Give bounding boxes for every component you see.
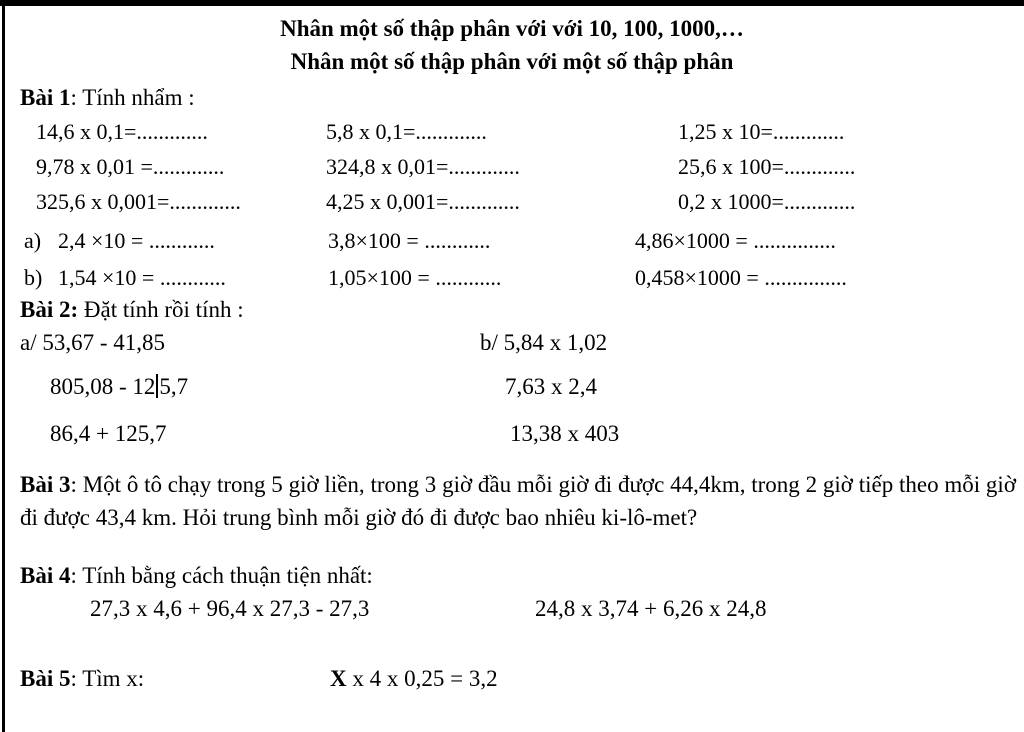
math-problem: 27,3 x 4,6 + 96,4 x 27,3 - 27,3 bbox=[90, 596, 370, 621]
math-problem-pre-cursor: 805,08 - 12 bbox=[50, 374, 156, 399]
exercise-1-instruction: : Tính nhẩm : bbox=[70, 85, 195, 110]
math-problem-post-cursor: 5,7 bbox=[159, 374, 189, 399]
exercise-3-paragraph bbox=[20, 468, 1016, 534]
math-problem: 25,6 x 100=............. bbox=[678, 153, 856, 179]
math-problem: 1,54 ×10 = ............ bbox=[58, 264, 226, 290]
math-problem: 9,78 x 0,01 =............. bbox=[36, 153, 225, 179]
math-problem: b/ 5,84 x 1,02 bbox=[480, 330, 608, 355]
exercise-1-label: Bài 1 bbox=[20, 85, 71, 110]
math-problem: 5,8 x 0,1=............. bbox=[326, 118, 487, 144]
exercise-1-row-a bbox=[20, 222, 1016, 259]
exercise-4-instruction: : Tính bằng cách thuận tiện nhất: bbox=[70, 563, 373, 588]
math-problem: 2,4 ×10 = ............ bbox=[58, 227, 215, 253]
exercise-2-instruction: Đặt tính rồi tính : bbox=[78, 297, 244, 322]
exercise-1-row-1 bbox=[20, 114, 1016, 149]
math-problem: 24,8 x 3,74 + 6,26 x 24,8 bbox=[535, 596, 767, 621]
exercise-4-heading bbox=[20, 562, 1016, 590]
exercise-2-column-a bbox=[20, 330, 480, 447]
math-problem: 4,25 x 0,001=............. bbox=[326, 188, 520, 214]
math-problem: 4,86×1000 = ............... bbox=[635, 227, 836, 253]
math-problem: 7,63 x 2,4 bbox=[505, 374, 597, 399]
title-line-1: Nhân một số thập phân với với 10, 100, 1000,… bbox=[280, 16, 744, 41]
math-problem: 1,25 x 10=............. bbox=[678, 118, 845, 144]
math-problem: 0,2 x 1000=............. bbox=[678, 188, 856, 214]
exercise-5-instruction: : Tìm x: bbox=[70, 666, 145, 691]
math-problem-with-cursor bbox=[20, 374, 480, 421]
exercise-3-label: Bài 3 bbox=[20, 472, 71, 497]
left-border-line bbox=[2, 0, 5, 732]
exercise-5-row bbox=[20, 666, 1024, 696]
equation-rest: x 4 x 0,25 = 3,2 bbox=[346, 666, 498, 691]
document-title bbox=[0, 12, 1024, 78]
exercise-4-problems bbox=[20, 596, 1016, 622]
row-letter: a) bbox=[24, 227, 42, 253]
unknown-x: X bbox=[330, 666, 347, 691]
exercise-2-label: Bài 2: bbox=[20, 297, 79, 322]
exercise-1-row-2 bbox=[20, 149, 1016, 184]
exercise-1-problems bbox=[20, 114, 1016, 219]
title-line-2: Nhân một số thập phân với một số thập phân bbox=[290, 49, 734, 74]
exercise-2-column-b bbox=[480, 330, 1016, 447]
exercise-1-row-3 bbox=[20, 184, 1016, 219]
exercise-3-text: : Một ô tô chạy trong 5 giờ liền, trong 3 giờ đầu mỗi giờ đi được 44,4km, trong 2 giờ tiếp theo mỗi giờ đi được 43,4 km. Hỏi trung bình mỗi giờ đó đi được bao nhiêu ki-lô-met? bbox=[20, 472, 1016, 530]
math-problem: a/ 53,67 - 41,85 bbox=[20, 330, 166, 355]
math-problem: 0,458×1000 = ............... bbox=[635, 264, 847, 290]
exercise-1-lettered-problems bbox=[20, 222, 1016, 296]
top-border-bar bbox=[0, 0, 1024, 6]
math-problem: 324,8 x 0,01=............. bbox=[326, 153, 520, 179]
exercise-1-row-b bbox=[20, 259, 1016, 296]
exercise-1-heading bbox=[20, 84, 1016, 112]
math-problem: 325,6 x 0,001=............. bbox=[36, 188, 241, 214]
exercise-5-label: Bài 5 bbox=[20, 666, 71, 691]
math-problem bbox=[330, 666, 498, 692]
math-problem: 14,6 x 0,1=............. bbox=[36, 118, 208, 144]
math-problem: 86,4 + 125,7 bbox=[50, 421, 167, 446]
exercise-4-label: Bài 4 bbox=[20, 563, 71, 588]
row-letter: b) bbox=[24, 264, 43, 290]
exercise-2-heading bbox=[20, 296, 1016, 324]
math-problem: 13,38 x 403 bbox=[510, 421, 620, 446]
math-problem: 3,8×100 = ............ bbox=[328, 227, 491, 253]
exercise-2-problems bbox=[20, 330, 1016, 447]
math-problem: 1,05×100 = ............ bbox=[328, 264, 502, 290]
